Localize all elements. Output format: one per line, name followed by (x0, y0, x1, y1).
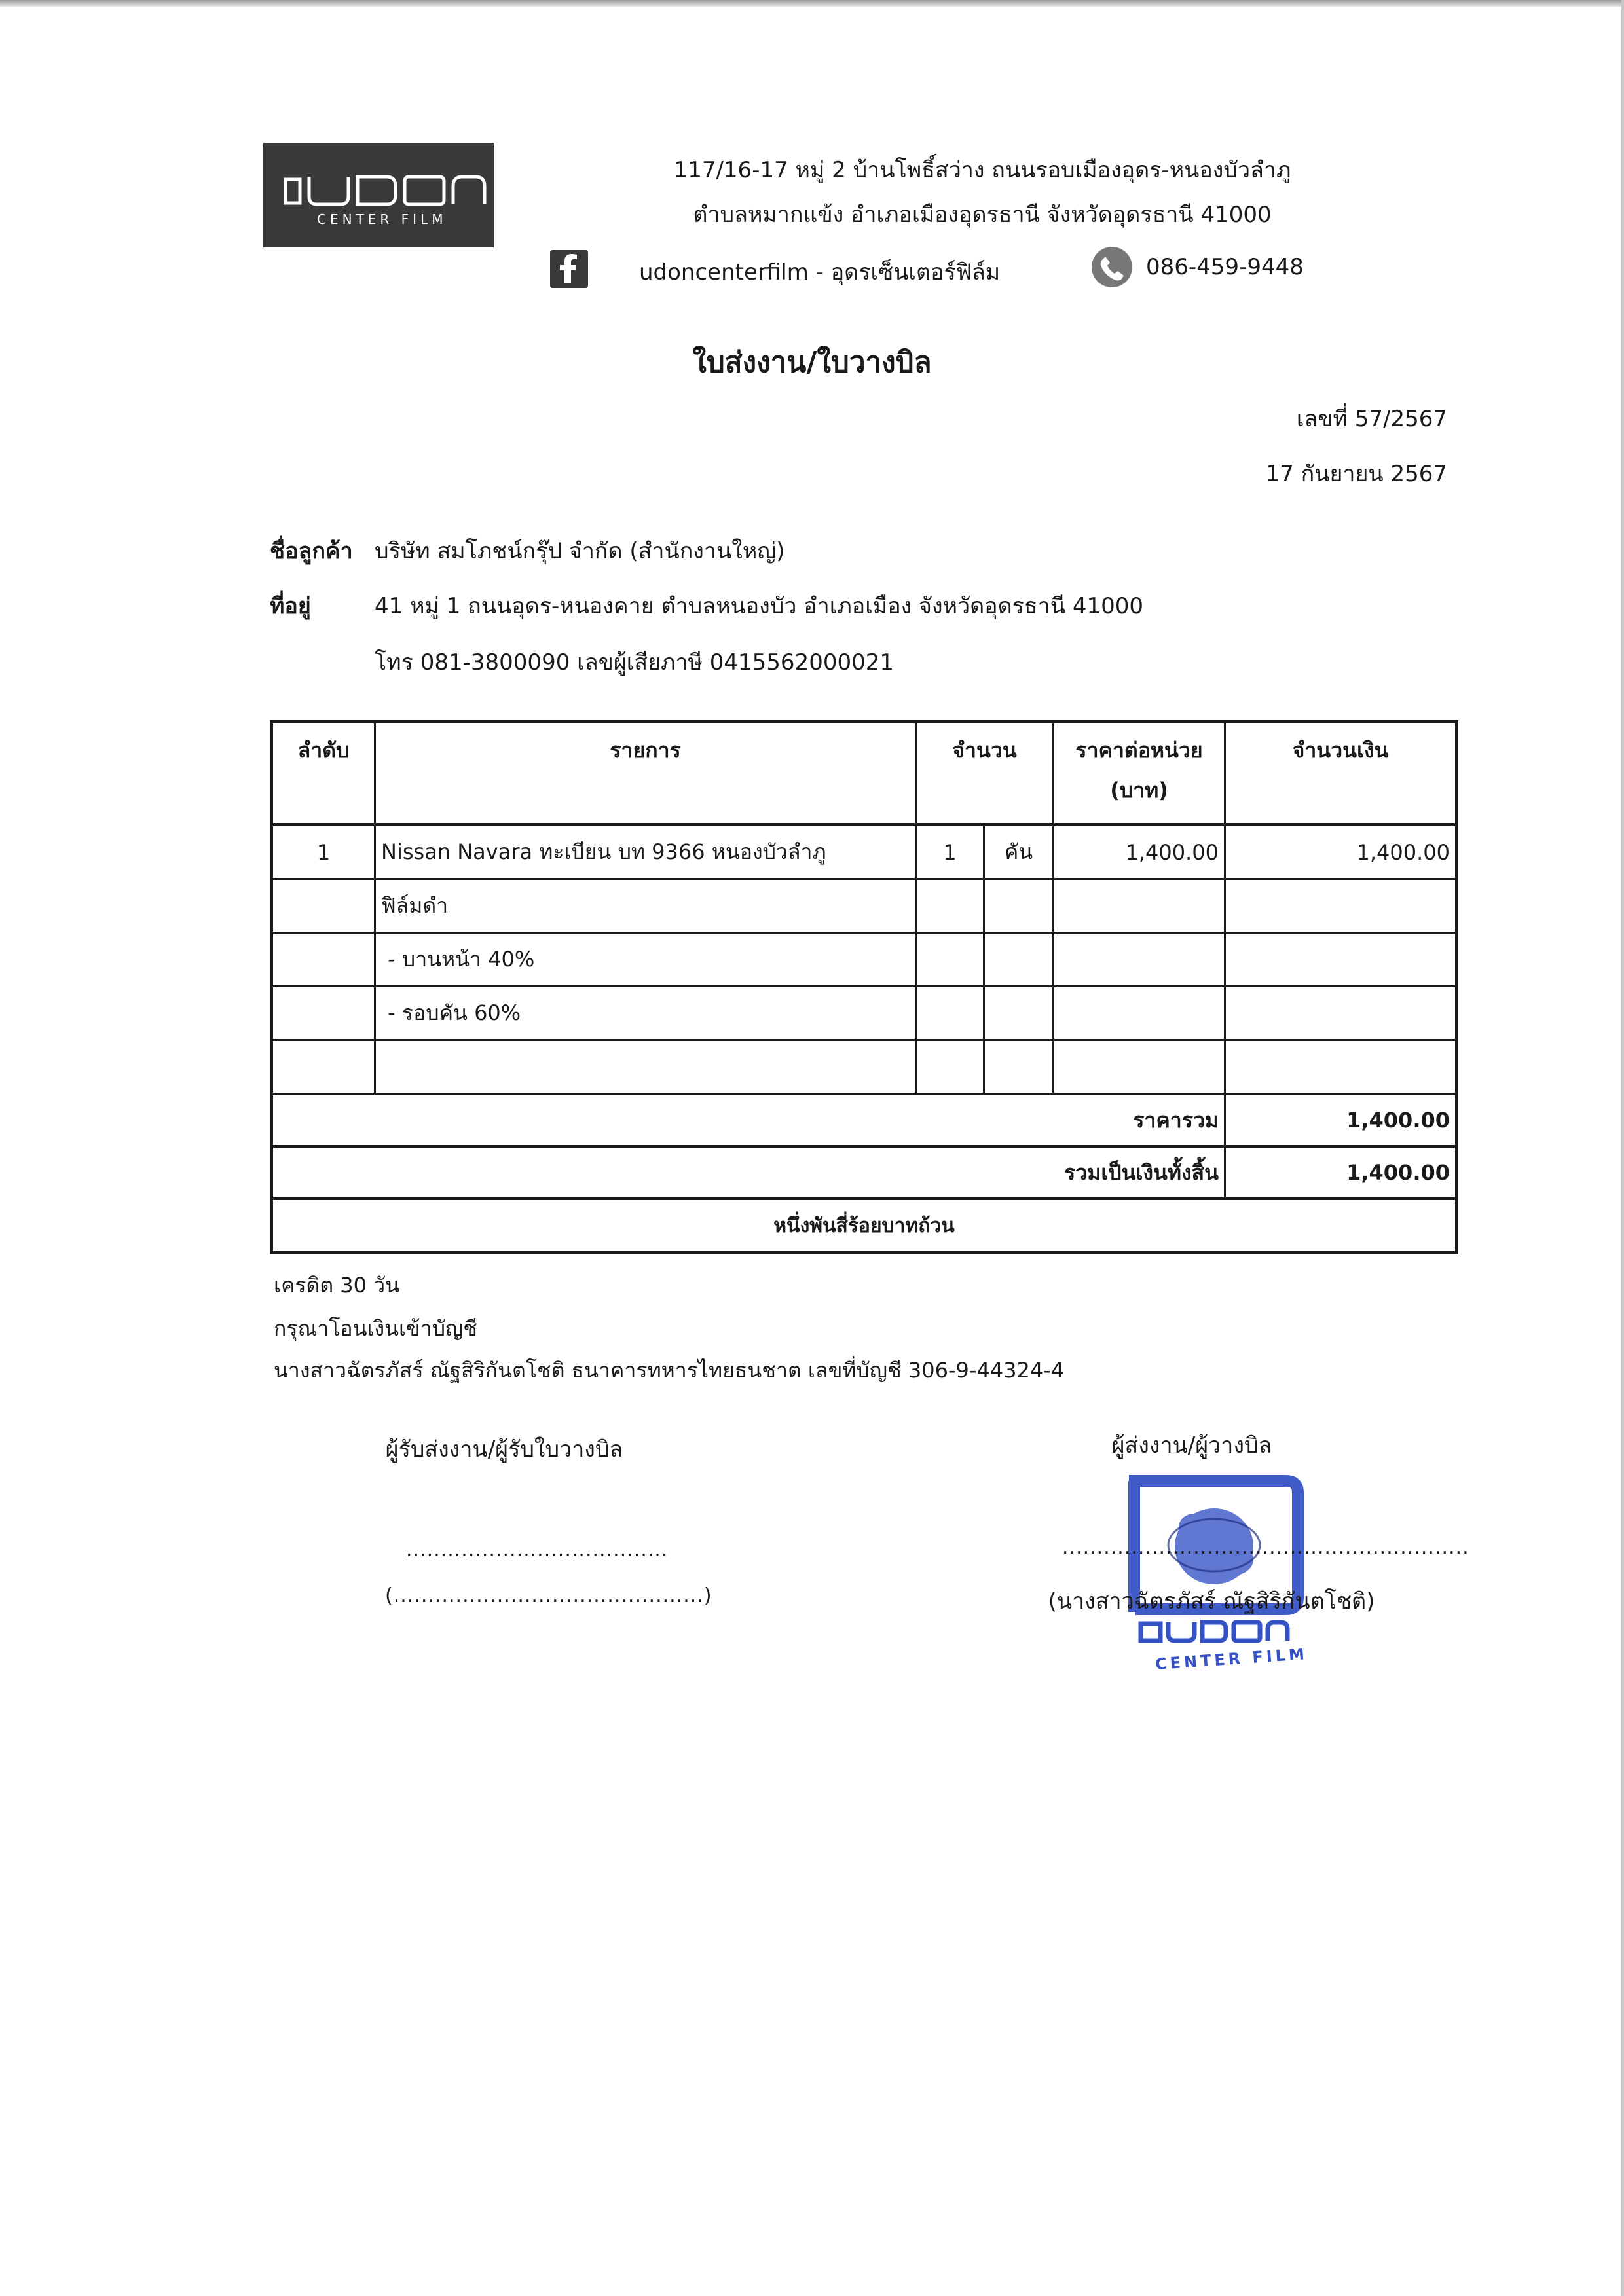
row-amount (1225, 1040, 1457, 1095)
row-item: - รอบคัน 60% (375, 987, 916, 1040)
credit-term: เครดิต 30 วัน (274, 1273, 399, 1298)
scan-top-edge (0, 0, 1624, 7)
row-amount: 1,400.00 (1225, 825, 1457, 879)
subtotal-row (272, 1094, 1457, 1146)
row-no: 1 (272, 825, 375, 879)
header-qty: จำนวน (916, 722, 1054, 825)
row-item: - บานหน้า 40% (375, 933, 916, 987)
phone-icon (1091, 246, 1133, 288)
svg-text:CENTER FILM: CENTER FILM (1154, 1645, 1308, 1674)
row-item (375, 1040, 916, 1095)
header-amount: จำนวนเงิน (1225, 722, 1457, 825)
customer-address-label: ที่อยู่ (270, 593, 311, 619)
table-row (272, 879, 1457, 933)
header-unit-price-line2: (บาท) (1110, 778, 1168, 803)
sender-label: ผู้ส่งงาน/ผู้วางบิล (1111, 1432, 1272, 1459)
row-qty: 1 (916, 825, 984, 879)
row-qty (916, 933, 984, 987)
table-row (272, 1040, 1457, 1095)
row-price (1054, 933, 1225, 987)
bank-account: นางสาวฉัตรภัสร์ ณัฐสิริกันตโชติ ธนาคารทหารไทยธนชาต เลขที่บัญชี 306-9-44324-4 (274, 1358, 1065, 1383)
sender-signature-line: ........................................................... (1062, 1536, 1469, 1559)
document-date: 17 กันยายน 2567 (1265, 461, 1447, 487)
header-no: ลำดับ (272, 722, 375, 825)
receiver-label: ผู้รับส่งงาน/ผู้รับใบวางบิล (385, 1436, 623, 1463)
row-unit: คัน (984, 825, 1054, 879)
amount-in-words: หนึ่งพันสี่ร้อยบาทถ้วน (272, 1199, 1457, 1253)
row-amount (1225, 933, 1457, 987)
row-price (1054, 987, 1225, 1040)
grand-total-value: 1,400.00 (1225, 1146, 1457, 1199)
row-item: ฟิล์มดำ (375, 879, 916, 933)
grand-total-label: รวมเป็นเงินทั้งสิ้น (272, 1146, 1225, 1199)
row-item: Nissan Navara ทะเบียน บท 9366 หนองบัวลำภู (375, 825, 916, 879)
svg-text:CENTER FILM: CENTER FILM (317, 211, 447, 227)
row-qty (916, 879, 984, 933)
transfer-note: กรุณาโอนเงินเข้าบัญชี (274, 1316, 478, 1341)
table-header-row (272, 722, 1457, 825)
company-address-line2: ตำบลหมากแข้ง อำเภอเมืองอุดรธานี จังหวัดอุดรธานี 41000 (693, 202, 1272, 228)
row-no (272, 1040, 375, 1095)
header-unit-price-line1: ราคาต่อหน่วย (1075, 738, 1203, 763)
table-row (272, 933, 1457, 987)
row-qty (916, 1040, 984, 1095)
table-row (272, 987, 1457, 1040)
row-qty (916, 987, 984, 1040)
facebook-icon (550, 250, 588, 288)
grand-total-row (272, 1146, 1457, 1199)
subtotal-value: 1,400.00 (1225, 1094, 1457, 1146)
row-unit (984, 987, 1054, 1040)
row-price (1054, 1040, 1225, 1095)
customer-name: บริษัท สมโภชน์กรุ๊ป จำกัด (สำนักงานใหญ่) (375, 538, 785, 564)
row-price: 1,400.00 (1054, 825, 1225, 879)
facebook-page: udoncenterfilm - อุดรเซ็นเตอร์ฟิล์ม (639, 259, 1001, 285)
row-unit (984, 933, 1054, 987)
table-row (272, 825, 1457, 879)
row-no (272, 933, 375, 987)
row-no (272, 987, 375, 1040)
row-amount (1225, 879, 1457, 933)
row-amount (1225, 987, 1457, 1040)
customer-contact: โทร 081-3800090 เลขผู้เสียภาษี 0415562000021 (375, 649, 894, 676)
header-unit-price (1054, 722, 1225, 825)
subtotal-label: ราคารวม (272, 1094, 1225, 1146)
receiver-name-line: (.............................................) (385, 1584, 712, 1607)
customer-address: 41 หมู่ 1 ถนนอุดร-หนองคาย ตำบลหนองบัว อำเภอเมือง จังหวัดอุดรธานี 41000 (375, 593, 1143, 619)
receiver-signature-line: ...................................... (406, 1539, 669, 1561)
row-price (1054, 879, 1225, 933)
customer-name-label: ชื่อลูกค้า (270, 538, 353, 564)
items-table (270, 720, 1458, 1254)
company-logo (263, 143, 494, 247)
amount-words-row (272, 1199, 1457, 1253)
row-no (272, 879, 375, 933)
company-address-line1: 117/16-17 หมู่ 2 บ้านโพธิ์สว่าง ถนนรอบเมืองอุดร-หนองบัวลำภู (673, 157, 1291, 183)
company-stamp (1116, 1461, 1310, 1677)
document-title: ใบส่งงาน/ใบวางบิล (692, 346, 932, 379)
document-number: เลขที่ 57/2567 (1296, 406, 1447, 432)
sender-name: (นางสาวฉัตรภัสร์ ณัฐสิริกันตโชติ) (1048, 1588, 1375, 1614)
company-phone: 086-459-9448 (1146, 254, 1304, 280)
header-item: รายการ (375, 722, 916, 825)
row-unit (984, 1040, 1054, 1095)
row-unit (984, 879, 1054, 933)
